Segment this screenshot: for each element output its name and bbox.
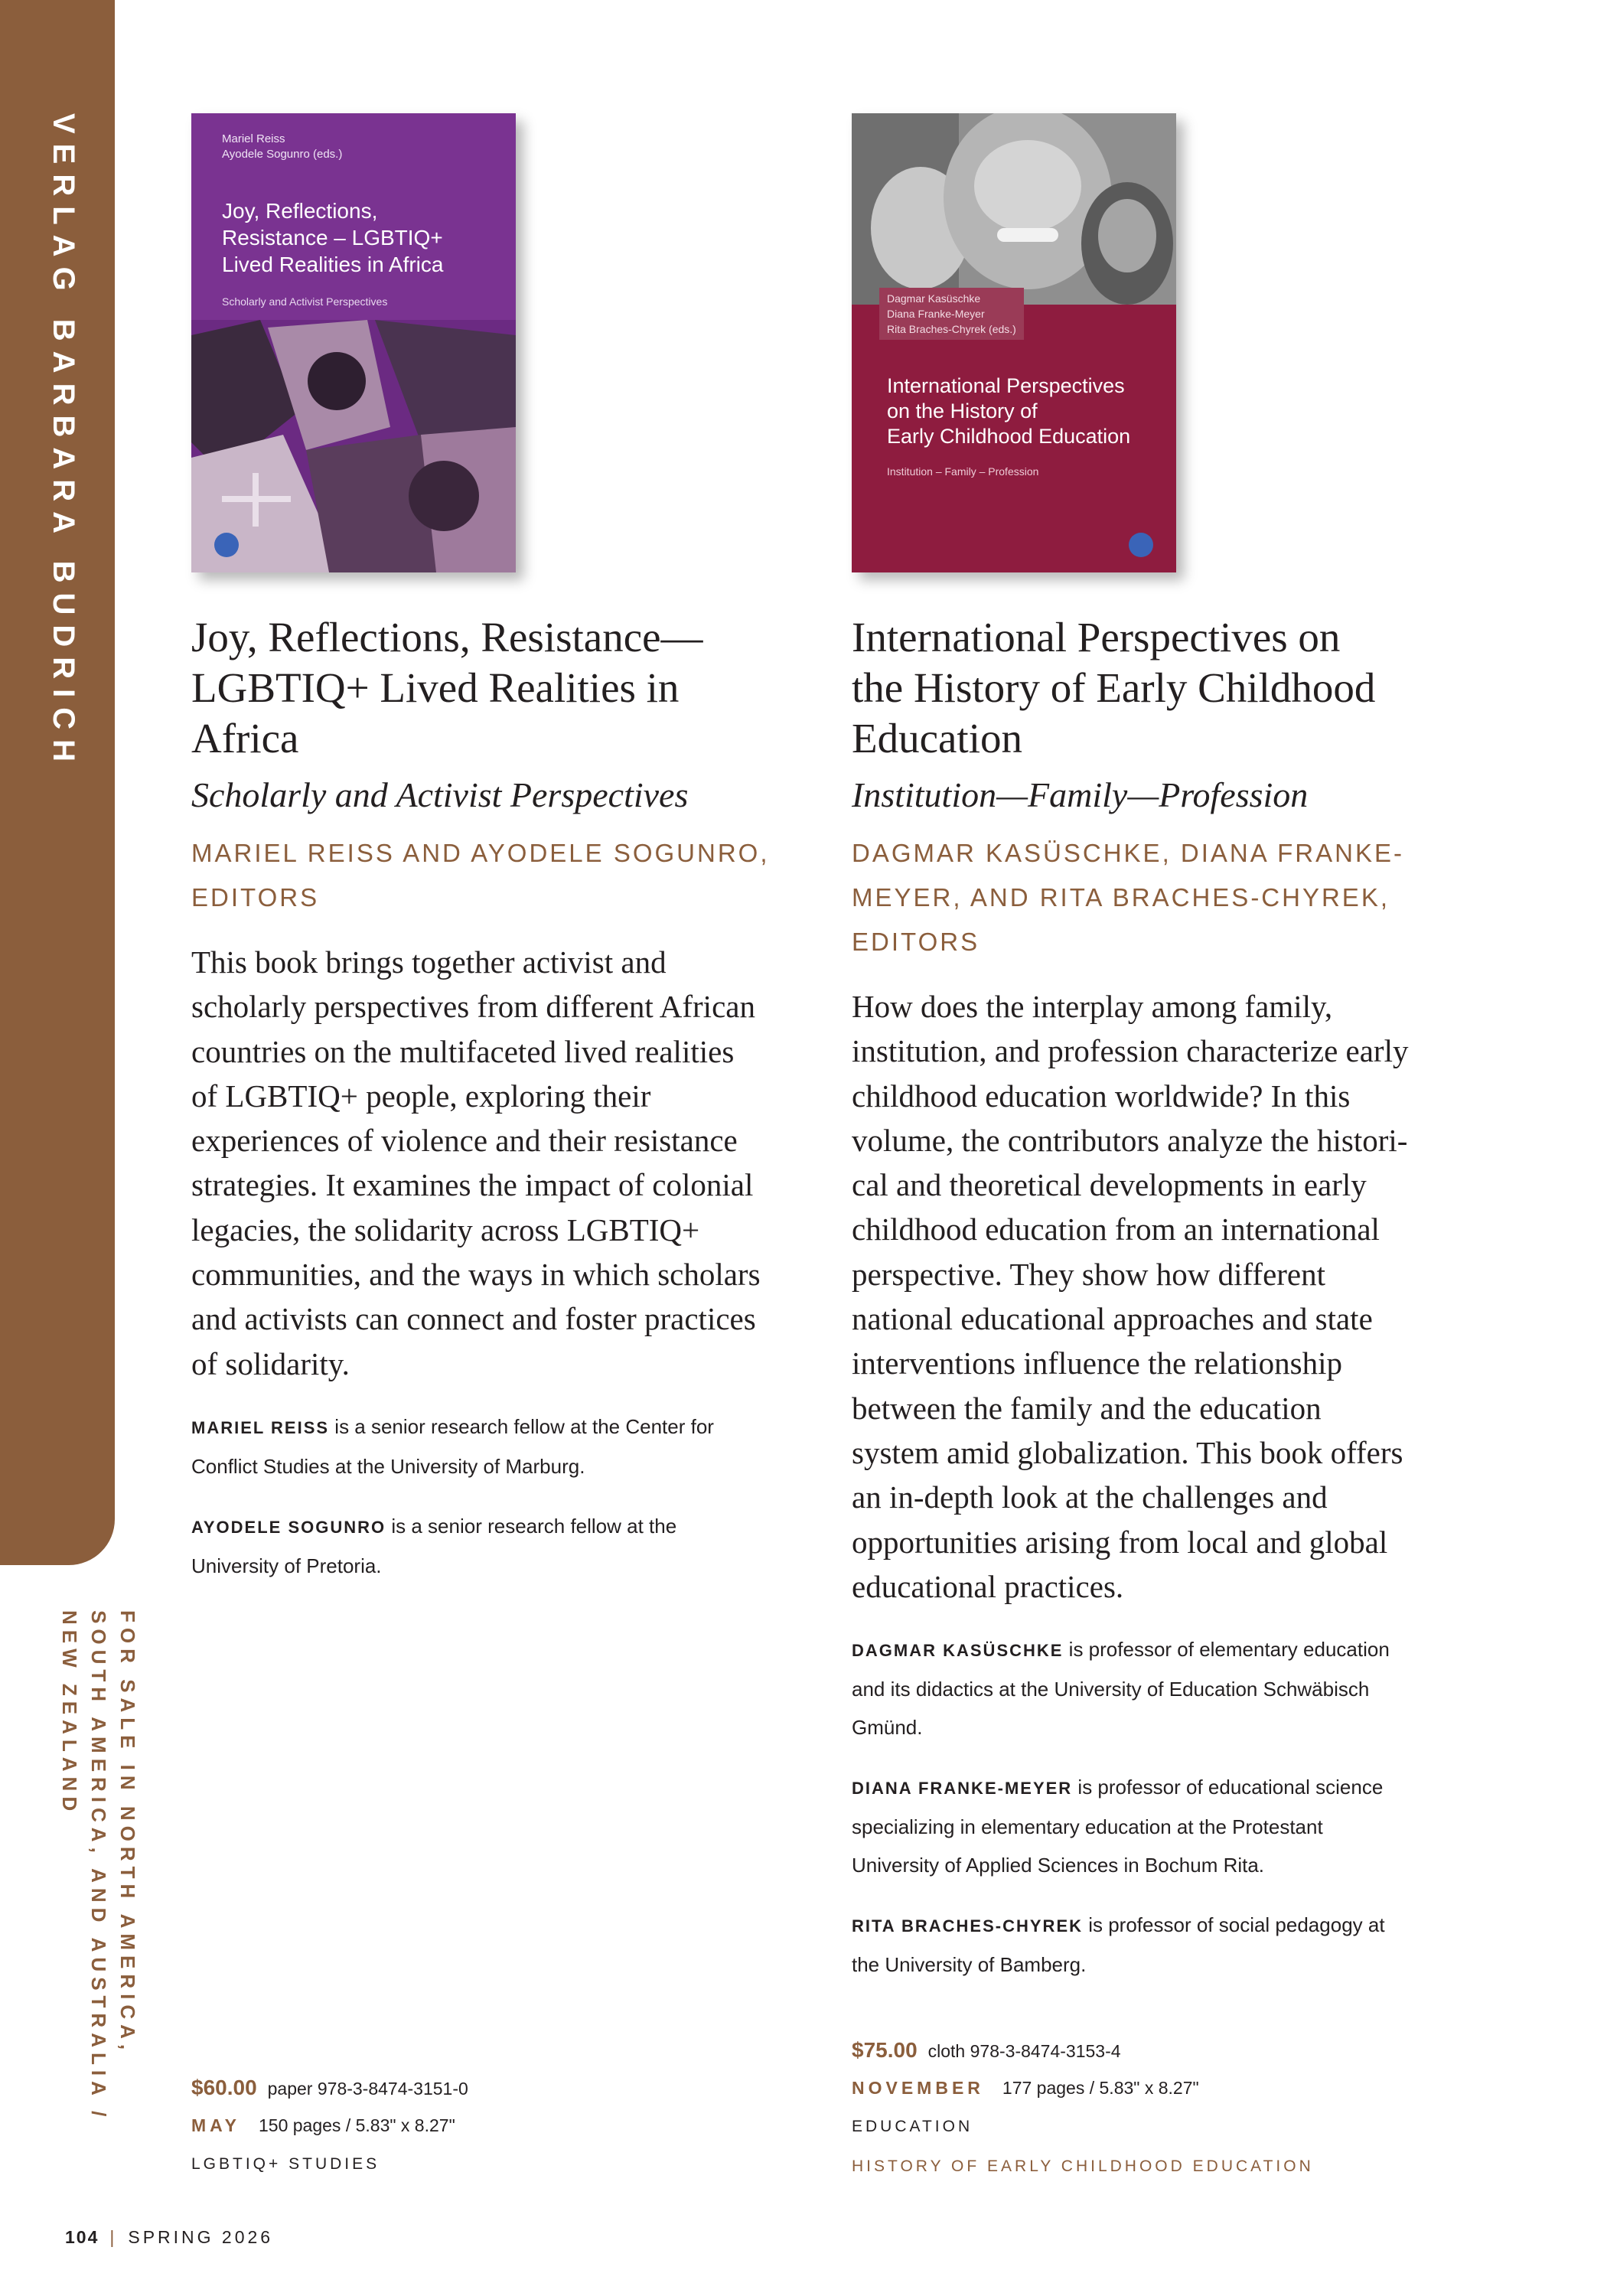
editor-name: AYODELE SOGUNRO [191, 1517, 386, 1537]
editor-bio-text: is a senior research fellow at the Center for Conflict Studies at the University of Marburg. [191, 1414, 714, 1478]
footer-separator: | [109, 2227, 118, 2247]
cover-subtitle: Scholarly and Activist Perspectives [222, 295, 388, 308]
book-price: $60.00 [191, 2076, 257, 2099]
book-category: HISTORY OF EARLY CHILDHOOD EDUCATION [852, 2157, 1314, 2175]
cover-collage-image [191, 320, 516, 572]
pub-month: NOVEMBER [852, 2078, 984, 2098]
book-subtitle: Institution—Family—Profession [852, 775, 1309, 814]
book-meta-right [852, 2038, 1314, 2197]
book-editors: MARIEL REISS AND AYODELE SOGUNRO, EDITORS [191, 839, 770, 912]
sales-territory [55, 1610, 142, 2122]
editor-name: RITA BRACHES-CHYREK [852, 1916, 1083, 1936]
book-title: International Perspectives on the History of Early Childhood Education [852, 614, 1376, 762]
book-description: This book brings together activist and scholarly perspectives from different African countries on the multifaceted lived realities of LGBTIQ+ people, exploring their experiences of violence and their resistance strategies. It examines the impact of colonial legacies, the solidarity across LGBTIQ+ communities, and the ways in which scholars and activists can connect and foster practices of solidarity. [191, 944, 761, 1381]
territory-line: FOR SALE IN NORTH AMERICA, [116, 1610, 139, 2056]
editor-bio [852, 1906, 1464, 1984]
editor-bio [852, 1630, 1464, 1746]
publisher-name: VERLAG BARBARA BUDRICH [47, 113, 80, 772]
book-cover-image [852, 113, 1176, 572]
editor-bio-text: is professor of educational science specializing in elementary education at the Protestant University of Applied Sciences in Bochum Rita. [852, 1776, 1384, 1877]
publisher-logo-icon [214, 533, 239, 557]
publisher-logo-icon [1129, 533, 1153, 557]
editor-bio [191, 1507, 804, 1585]
book-format-isbn: paper 978-3-8474-3151-0 [267, 2079, 468, 2099]
book-category: EDUCATION [852, 2118, 973, 2135]
book-subtitle: Scholarly and Activist Perspectives [191, 775, 689, 814]
cover-authors: Dagmar Kasüschke Diana Franke-Meyer Rita Braches-Chyrek (eds.) [879, 288, 1024, 340]
book-editors: DAGMAR KASÜSCHKE, DIANA FRANKE- MEYER, AND RITA BRACHES-CHYREK, EDITORS [852, 839, 1404, 956]
page-footer [65, 2227, 273, 2248]
book-entry-right [852, 113, 1464, 1984]
page-number: 104 [65, 2227, 99, 2247]
cover-title: International Perspectives on the History of Early Childhood Education [887, 374, 1131, 448]
book-pages-size: 177 pages / 5.83" x 8.27" [1002, 2078, 1199, 2098]
editor-name: DIANA FRANKE-MEYER [852, 1779, 1073, 1799]
editor-name: DAGMAR KASÜSCHKE [852, 1641, 1064, 1661]
side-band [0, 0, 115, 1565]
book-cover-image [191, 113, 516, 572]
editor-bio-text: is professor of elementary education and its didactics at the University of Education Schwäbisch Gmünd. [852, 1638, 1390, 1740]
editor-bio-text: is a senior research fellow at the University of Pretoria. [191, 1514, 677, 1577]
book-description: How does the interplay among family, institution, and profession characterize early childhood education worldwide? In this volume, the contributors analyze the histori- cal and theoretical developments in early childhood education from an international perspective. They show how different national educational approaches and state interventions influence the relationship between the family and the education system amid globalization. This book offers an in-depth look at the challenges and opportunities arising from local and global educational practices. [852, 989, 1409, 1604]
editor-name: MARIEL REISS [191, 1417, 330, 1437]
book-title: Joy, Reflections, Resistance— LGBTIQ+ Lived Realities in Africa [191, 614, 703, 762]
editor-bio-text: is professor of social pedagogy at the University of Bamberg. [852, 1913, 1385, 1977]
book-format-isbn: cloth 978-3-8474-3153-4 [927, 2041, 1121, 2061]
editor-bio [852, 1768, 1464, 1884]
book-category: LGBTIQ+ STUDIES [191, 2155, 380, 2173]
catalog-season: SPRING 2026 [128, 2227, 274, 2247]
book-entry-left [191, 113, 804, 1585]
book-pages-size: 150 pages / 5.83" x 8.27" [259, 2115, 455, 2135]
territory-line: NEW ZEALAND [58, 1610, 81, 1817]
territory-line: SOUTH AMERICA, AND AUSTRALIA / [87, 1610, 110, 2122]
book-price: $75.00 [852, 2038, 918, 2062]
cover-photo-image [852, 113, 1176, 305]
cover-title: Joy, Reflections, Resistance – LGBTIQ+ Lived Realities in Africa [222, 199, 444, 276]
cover-authors: Mariel Reiss Ayodele Sogunro (eds.) [222, 132, 343, 161]
book-meta-left [191, 2076, 468, 2195]
editor-bio [191, 1407, 804, 1486]
pub-month: MAY [191, 2115, 240, 2135]
cover-subtitle: Institution – Family – Profession [887, 465, 1039, 478]
